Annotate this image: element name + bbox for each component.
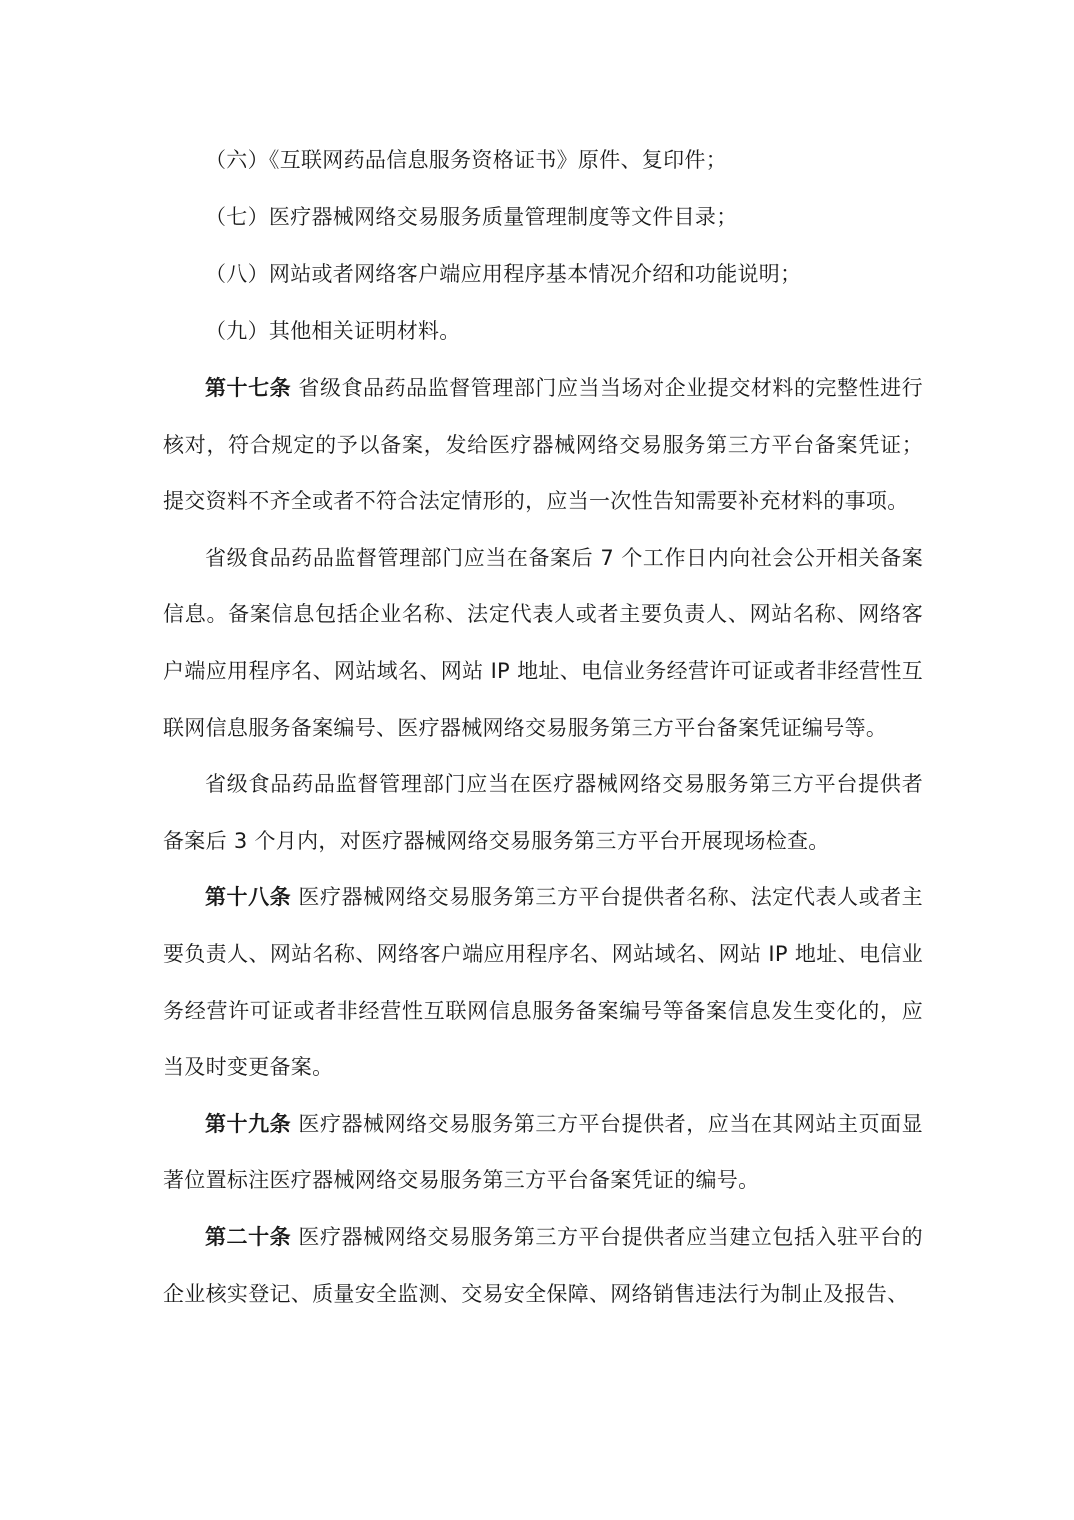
article-17 bbox=[163, 360, 923, 530]
article-19 bbox=[163, 1096, 923, 1209]
document-body bbox=[163, 132, 923, 1322]
list-item: （九）其他相关证明材料。 bbox=[205, 319, 461, 343]
article-number: 第十九条 bbox=[205, 1111, 292, 1136]
article-number: 第二十条 bbox=[205, 1224, 292, 1249]
list-item: （八）网站或者网络客户端应用程序基本情况介绍和功能说明； bbox=[205, 262, 802, 286]
article-20 bbox=[163, 1209, 923, 1322]
article-text: 医疗器械网络交易服务第三方平台提供者名称、法定代表人或者主要负责人、网站名称、网络客户端应用程序名、网站域名、网站 IP 地址、电信业务经营许可证或者非经营性互联网信息服务备案编号等备案信息发生变化的，应当及时变更备案。 bbox=[163, 885, 923, 1080]
list-item: （七）医疗器械网络交易服务质量管理制度等文件目录； bbox=[205, 205, 738, 229]
paragraph: 省级食品药品监督管理部门应当在医疗器械网络交易服务第三方平台提供者备案后 3 个月内，对医疗器械网络交易服务第三方平台开展现场检查。 bbox=[163, 772, 923, 853]
paragraph: 省级食品药品监督管理部门应当在备案后 7 个工作日内向社会公开相关备案信息。备案信息包括企业名称、法定代表人或者主要负责人、网站名称、网络客户端应用程序名、网站域名、网站 IP 地址、电信业务经营许可证或者非经营性互联网信息服务备案编号、医疗器械网络交易服务第三方平台备案凭证编号等。 bbox=[163, 545, 923, 740]
article-text: 医疗器械网络交易服务第三方平台提供者，应当在其网站主页面显著位置标注医疗器械网络交易服务第三方平台备案凭证的编号。 bbox=[163, 1111, 923, 1193]
article-text: 医疗器械网络交易服务第三方平台提供者应当建立包括入驻平台的企业核实登记、质量安全监测、交易安全保障、网络销售违法行为制止及报告、 bbox=[163, 1224, 923, 1306]
article-18 bbox=[163, 869, 923, 1095]
article-text: 省级食品药品监督管理部门应当当场对企业提交材料的完整性进行核对，符合规定的予以备案，发给医疗器械网络交易服务第三方平台备案凭证；提交资料不齐全或者不符合法定情形的，应当一次性告知需要补充材料的事项。 bbox=[163, 376, 923, 514]
article-number: 第十八条 bbox=[205, 885, 292, 910]
list-item: （六）《互联网药品信息服务资格证书》原件、复印件； bbox=[205, 148, 727, 172]
article-number: 第十七条 bbox=[205, 376, 292, 400]
